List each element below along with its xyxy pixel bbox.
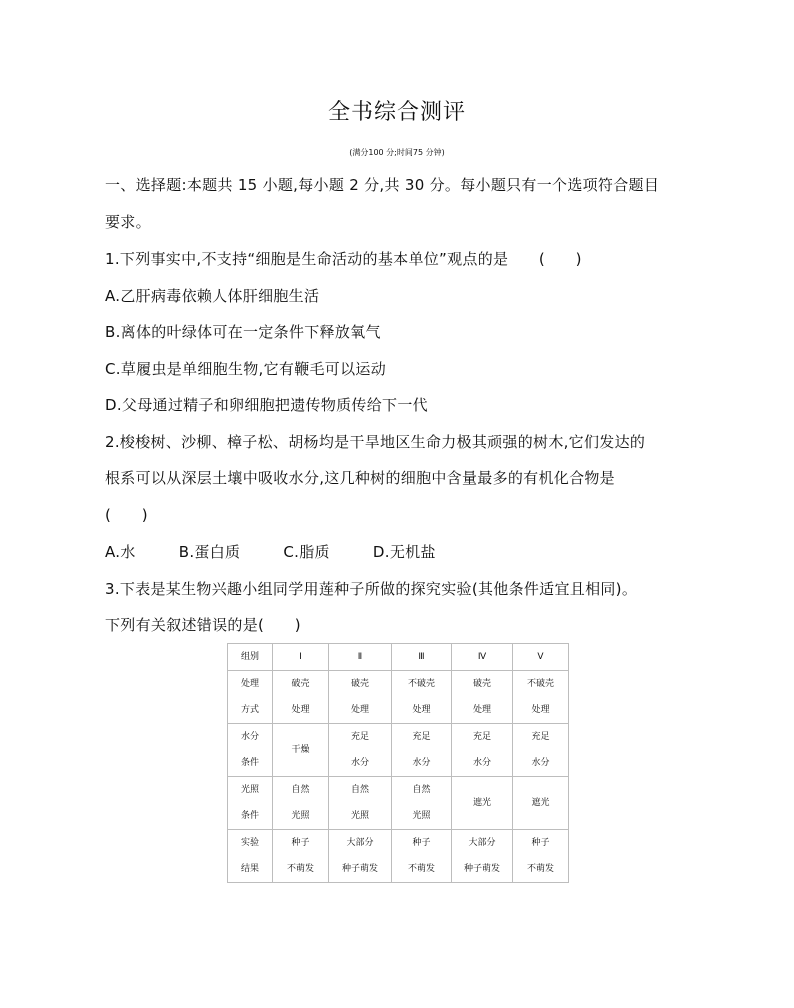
table-cell-text: 条件: [240, 758, 259, 768]
table-cell-text: 方式: [240, 705, 259, 715]
table-cell-text: 处理: [240, 679, 259, 689]
table-cell: [392, 671, 452, 724]
q2-options: [105, 541, 474, 562]
table-cell: [228, 724, 273, 777]
q1-option-c: C.草履虫是单细胞生物,它有鞭毛可以运动: [105, 360, 387, 378]
table-cell-text: 大部分: [346, 838, 374, 848]
q3-stem-cont: 下列有关叙述错误的是( ): [105, 616, 301, 634]
table-cell: [452, 777, 513, 830]
table-cell-text: 处理: [472, 705, 491, 715]
table-cell-text: 充足: [412, 732, 431, 742]
table-cell: [392, 777, 452, 830]
q3-stem: 3.下表是某生物兴趣小组同学用莲种子所做的探究实验(其他条件适宜且相同)。: [105, 580, 638, 598]
table-cell-text: 遮光: [531, 798, 550, 808]
table-cell: [273, 724, 329, 777]
table-cell: [513, 830, 569, 883]
table-cell-text: 种子: [531, 838, 550, 848]
table-cell: [273, 777, 329, 830]
table-cell: [452, 724, 513, 777]
table-cell-text: 种子萌发: [341, 864, 378, 874]
table-cell-text: 不萌发: [286, 864, 314, 874]
table-cell: [329, 671, 392, 724]
q1-stem: 1.下列事实中,不支持“细胞是生命活动的基本单位”观点的是 ( ): [105, 250, 582, 268]
table-cell-text: 处理: [350, 705, 369, 715]
table-cell-text: 处理: [412, 705, 431, 715]
q2-stem-cont: 根系可以从深层土壤中吸收水分,这几种树的细胞中含量最多的有机化合物是: [105, 469, 615, 487]
page-title: 全书综合测评: [327, 100, 466, 125]
table-cell: [392, 830, 452, 883]
table-cell-text: 水分: [350, 758, 369, 768]
table-cell-text: 自然: [291, 785, 310, 795]
table-cell-text: 破壳: [472, 679, 491, 689]
table-cell: [273, 830, 329, 883]
table-cell-text: 光照: [240, 785, 259, 795]
table-cell: [513, 671, 569, 724]
table-cell-text: 破壳: [350, 679, 369, 689]
table-cell: [452, 671, 513, 724]
table-row: [228, 671, 569, 724]
table-cell-text: 干燥: [291, 745, 310, 755]
q2-option-a: A.水: [105, 543, 136, 561]
table-cell-text: 充足: [350, 732, 369, 742]
table-cell-text: 大部分: [468, 838, 496, 848]
table-header-row: [228, 644, 569, 671]
table-cell-text: 自然: [412, 785, 431, 795]
table-cell-text: 不破壳: [526, 679, 554, 689]
q2-answer-bracket: ( ): [105, 506, 148, 524]
table-cell: [228, 777, 273, 830]
table-cell-text: 充足: [472, 732, 491, 742]
section-instruction: 一、选择题:本题共 15 小题,每小题 2 分,共 30 分。每小题只有一个选项符合题目: [105, 176, 660, 194]
table-cell: [329, 724, 392, 777]
table-row: [228, 724, 569, 777]
table-header-cell: Ⅱ: [329, 644, 392, 671]
table-cell-text: 结果: [240, 864, 259, 874]
table-cell-text: 水分: [472, 758, 491, 768]
table-cell-text: 光照: [412, 811, 431, 821]
table-row: [228, 777, 569, 830]
table-cell-text: 种子: [291, 838, 310, 848]
table-cell: [228, 671, 273, 724]
table-cell: [329, 777, 392, 830]
section-instruction-cont: 要求。: [105, 213, 151, 231]
table-cell: [452, 830, 513, 883]
table-cell-text: 水分: [531, 758, 550, 768]
table-cell-text: 充足: [531, 732, 550, 742]
table-cell-text: 光照: [350, 811, 369, 821]
table-cell-text: 实验: [240, 838, 259, 848]
table-cell-text: 种子: [412, 838, 431, 848]
table-cell-text: 不萌发: [407, 864, 435, 874]
table-cell-text: 不萌发: [526, 864, 554, 874]
table-cell-text: 种子萌发: [463, 864, 500, 874]
table-cell-text: 遮光: [472, 798, 491, 808]
table-cell-text: 处理: [531, 705, 550, 715]
table-row: [228, 830, 569, 883]
q2-option-c: C.脂质: [283, 543, 330, 561]
table-cell: [273, 671, 329, 724]
table-cell-text: 破壳: [291, 679, 310, 689]
score-time-note: (满分100 分;时间75 分钟): [349, 148, 445, 157]
table-header-cell: Ⅰ: [273, 644, 329, 671]
q2-option-d: D.无机盐: [372, 543, 436, 561]
table-cell: [513, 724, 569, 777]
experiment-table: [227, 643, 569, 883]
table-cell-text: 水分: [240, 732, 259, 742]
table-header-cell: Ⅲ: [392, 644, 452, 671]
q1-option-a: A.乙肝病毒依赖人体肝细胞生活: [105, 287, 320, 305]
table-header-cell: Ⅳ: [452, 644, 513, 671]
table-cell: [513, 777, 569, 830]
table-cell-text: 自然: [350, 785, 369, 795]
table-cell-text: 处理: [291, 705, 310, 715]
q2-stem: 2.梭梭树、沙柳、樟子松、胡杨均是干旱地区生命力极其顽强的树木,它们发达的: [105, 433, 646, 451]
table-cell-text: 不破壳: [407, 679, 435, 689]
table-header-cell: 组别: [228, 644, 273, 671]
q2-option-b: B.蛋白质: [178, 543, 241, 561]
table-header-cell: Ⅴ: [513, 644, 569, 671]
table-cell: [228, 830, 273, 883]
table-cell-text: 水分: [412, 758, 431, 768]
q1-option-b: B.离体的叶绿体可在一定条件下释放氧气: [105, 323, 381, 341]
table-cell: [329, 830, 392, 883]
q1-option-d: D.父母通过精子和卵细胞把遗传物质传给下一代: [105, 396, 428, 414]
table-cell: [392, 724, 452, 777]
table-cell-text: 光照: [291, 811, 310, 821]
table-cell-text: 条件: [240, 811, 259, 821]
